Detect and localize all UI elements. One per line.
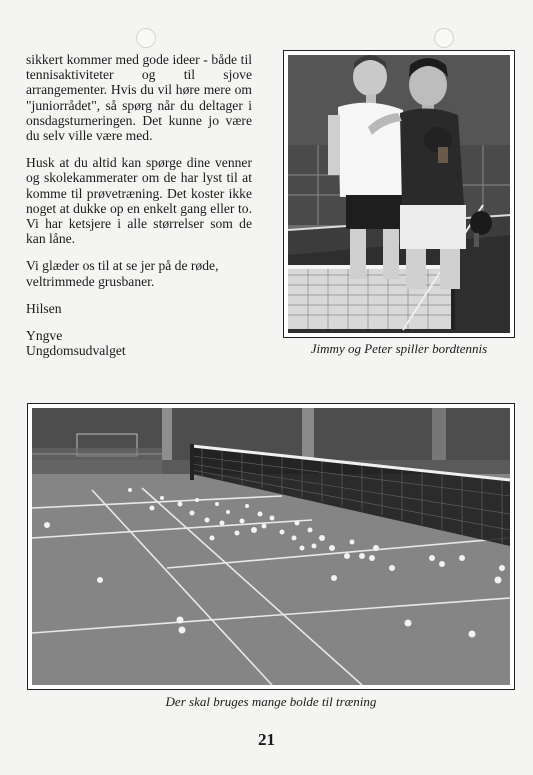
- photo-tennis-balls: [32, 408, 510, 685]
- paragraph-trial-training: Husk at du altid kan spørge dine venner og skolekammerater om de har lyst til at komme til prøvetræning. Det koster ikke noget at dukke op en enkelt gang eller to. Vi har ketsjere i alle størrelser som de kan låne.: [26, 155, 252, 247]
- signature-name: Yngve: [26, 328, 63, 344]
- photo-frame-tennis-balls: [27, 403, 515, 690]
- punch-hole-left: [136, 28, 156, 48]
- punch-hole-right: [434, 28, 454, 48]
- article-text: [26, 52, 252, 358]
- signature-group: Ungdomsudvalget: [26, 343, 126, 359]
- greeting: Hilsen: [26, 300, 62, 316]
- page-number: 21: [258, 730, 275, 749]
- table-tennis-photo-image: [288, 55, 510, 333]
- caption-tennis-balls: Der skal bruges mange bolde til træning: [165, 694, 377, 709]
- tennis-court-photo-image: [32, 408, 510, 685]
- photo-table-tennis: [288, 55, 510, 333]
- caption-table-tennis: Jimmy og Peter spiller bordtennis: [310, 341, 488, 356]
- paragraph-clay-courts: Vi glæder os til at se jer på de røde, veltrimmede grusbaner.: [26, 258, 219, 289]
- photo-frame-table-tennis: [283, 50, 515, 338]
- paragraph-junior-council: sikkert kommer med gode ideer - både til tennisaktiviteter og til sjove arrangementer. Hvis du vil høre mere om "juniorrådet", så spørg når du deltager i onsdagsturneringen. Det kunne jo være du selv ville være med.: [26, 52, 252, 144]
